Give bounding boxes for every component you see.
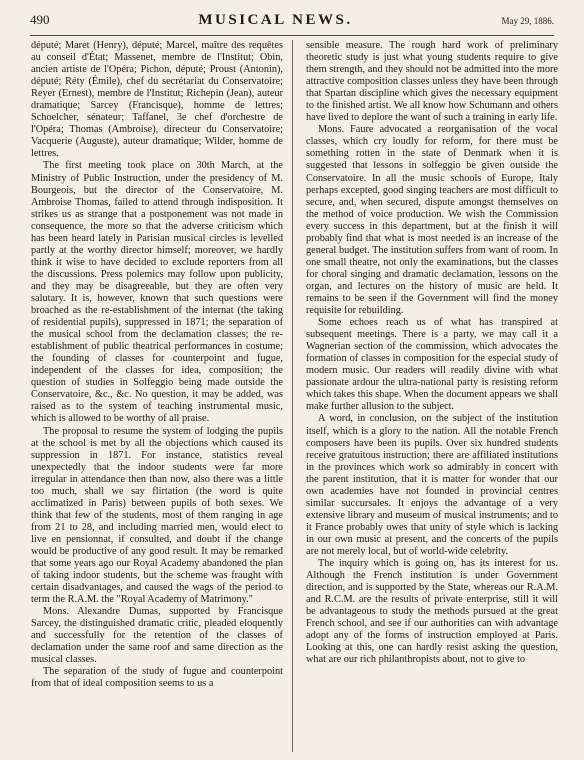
paragraph: The first meeting took place on 30th March, at the Ministry of Public Instruction, under the presidency of M. Bourgeois, but the director of the Conservatoire, M. Ambroise Thomas, failed to attend through indisposition. It strikes us as strange that a postponement was not made in consequence, the more so that the adverse criticism which has been heard lately in Parisian musical circles is levelled partly at the worthy director himself; moreover, we hardly think it wise to have decided to exclude reporters from all the discussions. Press polemics may follow upon publicity, and they may be disagreeable, but they are often very salutary. It is, however, known that such questions were broached as the re-establishment of the internat (the taking of residential pupils), suppressed in 1871; the separation of the musical school from the declamation classes; the re-establishment of public theatrical performances in costume; the founding of classes for counterpoint and fugue, independent of the classes for idea, composition; the question of studies in Solfeggio being made outside the Conservatoire, &c., &c. No question, it may be added, was raised as to the system of teaching instrumental music, which is allowed to be worthy of all praise. xyxy=(31,160,283,425)
paragraph: The inquiry which is going on, has its interest for us. Although the French institution is under Government direction, and is supported by the State, whereas our R.A.M. and R.C.M. are the results of private enterprise, still it will be advantageous to study the methods pursued at the great French school, and see if our authorities can with advantage adopt any of the forms of instruction employed at Paris. Looking at this, one can hardly resist asking the question, what are our rich philanthropists about, not to give to xyxy=(306,558,558,666)
column-divider xyxy=(292,40,293,752)
paragraph: Mons. Faure advocated a reorganisation of the vocal classes, which cry loudly for reform, for there must be something rotten in the state of Denmark when it is suggested that lessons in solfeggio be given outside the Conservatoire. In all the music schools of Europe, Italy perhaps excepted, good singing teachers are most difficult to secure, and, when secured, dispute amongst themselves on the method of voice production. We wish the Commission every success in this department, but at the finish it will probably find that what is most needed is an increase of the general budget. The institution suffers from want of room. In one small theatre, not only the examinations, but the classes for choral singing and dramatic declamation, lessons on the organ, and lectures on the history of music are held. It remains to be seen if the Government will find the money requisite for rebuilding. xyxy=(306,124,558,317)
issue-date: May 29, 1886. xyxy=(501,16,554,26)
paragraph: Some echoes reach us of what has transpired at subsequent meetings. There is a party, we may call it a Wagnerian section of the commission, which advocates the formation of classes in composition for the especial study of modern music. Our readers will readily divine with what passionate ardour the ultra-national party is resisting reform which takes this shape. When the document appears we shall make further allusion to the subject. xyxy=(306,317,558,413)
paragraph: A word, in conclusion, on the subject of the institution itself, which is a glory to the nation. All the notable French composers have been its pupils. Over six hundred students receive gratuitous instruction; there are affiliated institutions in the provinces which work so admirably in concert with the parent institution, that it is matter for wonder that our own academies have not founded in provincial centres similar succursales. It enjoys the advantage of a very extensive library and museum of musical instruments; and to it France probably owes that unity of style which is lacking in our own music at present, and the concerts of the pupils are not merely local, but of world-wide celebrity. xyxy=(306,413,558,557)
right-column xyxy=(306,40,558,755)
paragraph: The separation of the study of fugue and counterpoint from that of ideal composition seems to us a xyxy=(31,666,283,690)
page-number: 490 xyxy=(30,12,50,27)
paragraph: sensible measure. The rough hard work of preliminary theoretic study is just what young students require to give them strength, and they should not be admitted into the more attractive composition classes unless they have been through that Spartan discipline which gives the necessary equipment to the finished artist. We all know how Schumann and others have lived to deplore the want of such a training in early life. xyxy=(306,40,558,124)
paragraph: Mons. Alexandre Dumas, supported by Francisque Sarcey, the distinguished dramatic critic, pleaded eloquently and successfully for the retention of the classes of declamation under the same roof and same direction as the musical classes. xyxy=(31,606,283,666)
masthead-title: MUSICAL NEWS. xyxy=(198,12,353,28)
left-column xyxy=(31,40,283,755)
page-header xyxy=(30,12,554,32)
paragraph: The proposal to resume the system of lodging the pupils at the school is met by all the objections which caused its suppression in 1871. For instance, statistics reveal unexpectedly that the indoor students were far more irregular in attendance then than now, also there was a little too much, shall we say flirtation (the word is quite acclimatized in Paris) between pupils of both sexes. We think that few of the students, most of them ranging in age from 21 to 28, and including married men, would elect to live en pensionnat, if consulted, and doubt if the change would be productive of any good result. It may be remarked that some years ago our Royal Academy abandoned the plan of taking indoor students, but the scheme was fraught with certain disadvantages, and caused the wags of the period to term the R.A.M. the "Royal Academy of Matrimony." xyxy=(31,425,283,606)
header-rule xyxy=(30,35,554,36)
paragraph: député; Maret (Henry), député; Marcel, maître des requêtes au conseil d'État; Massenet, membre de l'Institut; Obin, ancien artiste de l'Opéra; Pichon, député; Proust (Antonin), député; Réty (Émile), chef du secrétariat du Conservatoire; Reyer (Ernest), membre de l'Institut; Richepin (Jean), auteur dramatique; Sarcey (Francisque), homme de lettres; Schoelcher, sénateur; Taffanel, 3e chef d'orchestre de l'Opéra; Thomas (Ambroise), directeur du Conservatoire; Vacquerie (Auguste), auteur dramatique; Wilder, homme de lettres. xyxy=(31,40,283,160)
